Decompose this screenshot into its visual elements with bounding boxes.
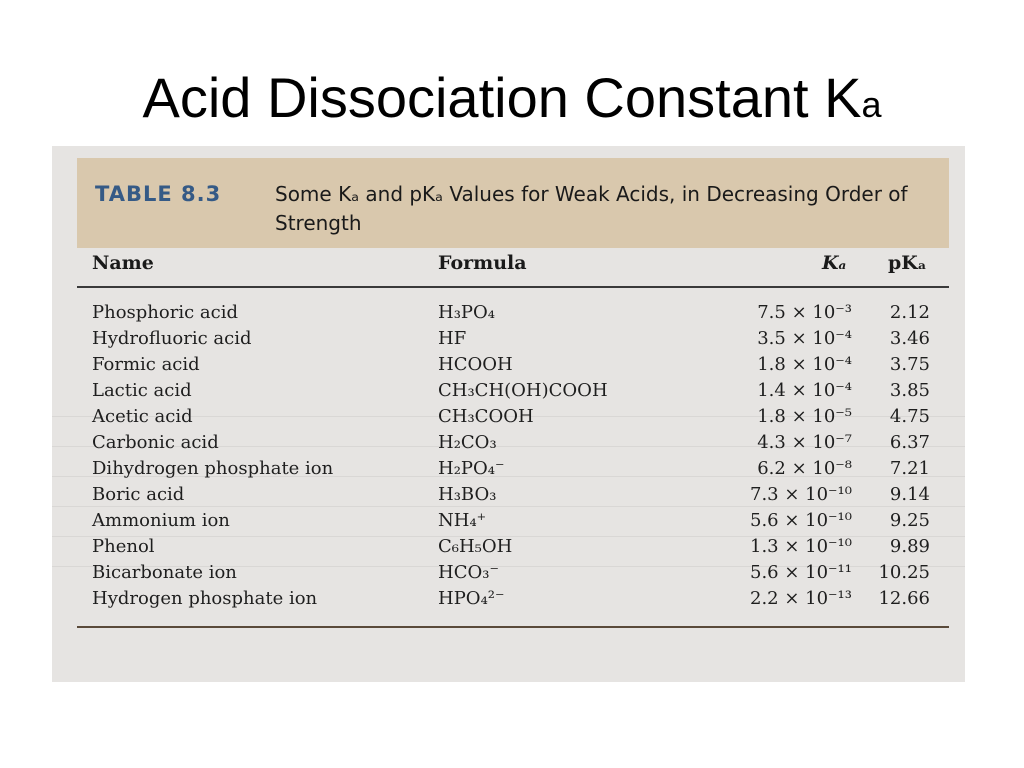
table-row <box>52 302 965 328</box>
ka-value: 1.3 × 10⁻¹⁰ <box>750 536 852 557</box>
acid-name: Hydrofluoric acid <box>92 328 252 349</box>
pka-value: 3.75 <box>889 354 930 375</box>
ka-value: 7.3 × 10⁻¹⁰ <box>750 484 852 505</box>
column-header-name: Name <box>92 252 154 274</box>
acid-name: Phosphoric acid <box>92 302 238 323</box>
acid-formula: NH₄⁺ <box>438 510 487 531</box>
acid-name: Lactic acid <box>92 380 192 401</box>
table-row <box>52 354 965 380</box>
pka-value: 9.14 <box>889 484 930 505</box>
slide-title <box>0 58 1024 145</box>
table-caption-band <box>77 158 949 248</box>
table-row <box>52 536 965 562</box>
acid-name: Bicarbonate ion <box>92 562 237 583</box>
acid-formula: HPO₄²⁻ <box>438 588 505 609</box>
acid-name: Hydrogen phosphate ion <box>92 588 318 609</box>
footer-rule <box>77 626 949 628</box>
pka-value: 9.89 <box>889 536 930 557</box>
ka-value: 6.2 × 10⁻⁸ <box>757 458 852 479</box>
column-header-pka: pKₐ <box>888 252 927 274</box>
table-scan-image <box>52 146 965 682</box>
acid-name: Formic acid <box>92 354 200 375</box>
acid-formula: H₂CO₃ <box>438 432 497 453</box>
table-row <box>52 458 965 484</box>
table-row <box>52 328 965 354</box>
acid-formula: H₃BO₃ <box>438 484 497 505</box>
acid-name: Ammonium ion <box>92 510 230 531</box>
acid-formula: HCO₃⁻ <box>438 562 499 583</box>
acid-formula: C₆H₅OH <box>438 536 513 557</box>
ka-value: 5.6 × 10⁻¹¹ <box>750 562 852 583</box>
pka-value: 3.46 <box>889 328 930 349</box>
pka-value: 7.21 <box>889 458 930 479</box>
ka-value: 1.4 × 10⁻⁴ <box>757 380 852 401</box>
pka-value: 9.25 <box>889 510 930 531</box>
ka-value: 1.8 × 10⁻⁵ <box>757 406 852 427</box>
table-row <box>52 562 965 588</box>
acid-formula: H₂PO₄⁻ <box>438 458 505 479</box>
slide-title-subscript: a <box>861 84 882 125</box>
table-row <box>52 432 965 458</box>
acid-formula: HF <box>438 328 467 349</box>
pka-value: 2.12 <box>889 302 930 323</box>
ka-value: 5.6 × 10⁻¹⁰ <box>750 510 852 531</box>
column-header-ka: Kₐ <box>822 252 847 274</box>
acid-formula: HCOOH <box>438 354 513 375</box>
acid-formula: CH₃CH(OH)COOH <box>438 380 608 401</box>
acid-name: Dihydrogen phosphate ion <box>92 458 334 479</box>
ka-value: 2.2 × 10⁻¹³ <box>750 588 852 609</box>
acid-name: Boric acid <box>92 484 185 505</box>
ka-value: 7.5 × 10⁻³ <box>757 302 852 323</box>
pka-value: 4.75 <box>889 406 930 427</box>
pka-value: 10.25 <box>878 562 930 583</box>
pka-value: 3.85 <box>889 380 930 401</box>
column-header-formula: Formula <box>438 252 527 274</box>
table-row <box>52 510 965 536</box>
table-row <box>52 484 965 510</box>
pka-value: 6.37 <box>889 432 930 453</box>
acid-formula: CH₃COOH <box>438 406 534 427</box>
ka-value: 3.5 × 10⁻⁴ <box>757 328 852 349</box>
table-label: TABLE 8.3 <box>95 182 222 206</box>
header-rule <box>77 286 949 288</box>
table-row <box>52 406 965 432</box>
acid-name: Acetic acid <box>92 406 193 427</box>
table-row <box>52 380 965 406</box>
acid-formula: H₃PO₄ <box>438 302 495 323</box>
acid-name: Carbonic acid <box>92 432 219 453</box>
ka-value: 1.8 × 10⁻⁴ <box>757 354 852 375</box>
slide-title-main: Acid Dissociation Constant K <box>142 66 862 129</box>
table-row <box>52 588 965 614</box>
ka-value: 4.3 × 10⁻⁷ <box>757 432 852 453</box>
pka-value: 12.66 <box>878 588 930 609</box>
acid-name: Phenol <box>92 536 155 557</box>
table-caption: Some Kₐ and pKₐ Values for Weak Acids, in Decreasing Order of Strength <box>275 182 908 235</box>
